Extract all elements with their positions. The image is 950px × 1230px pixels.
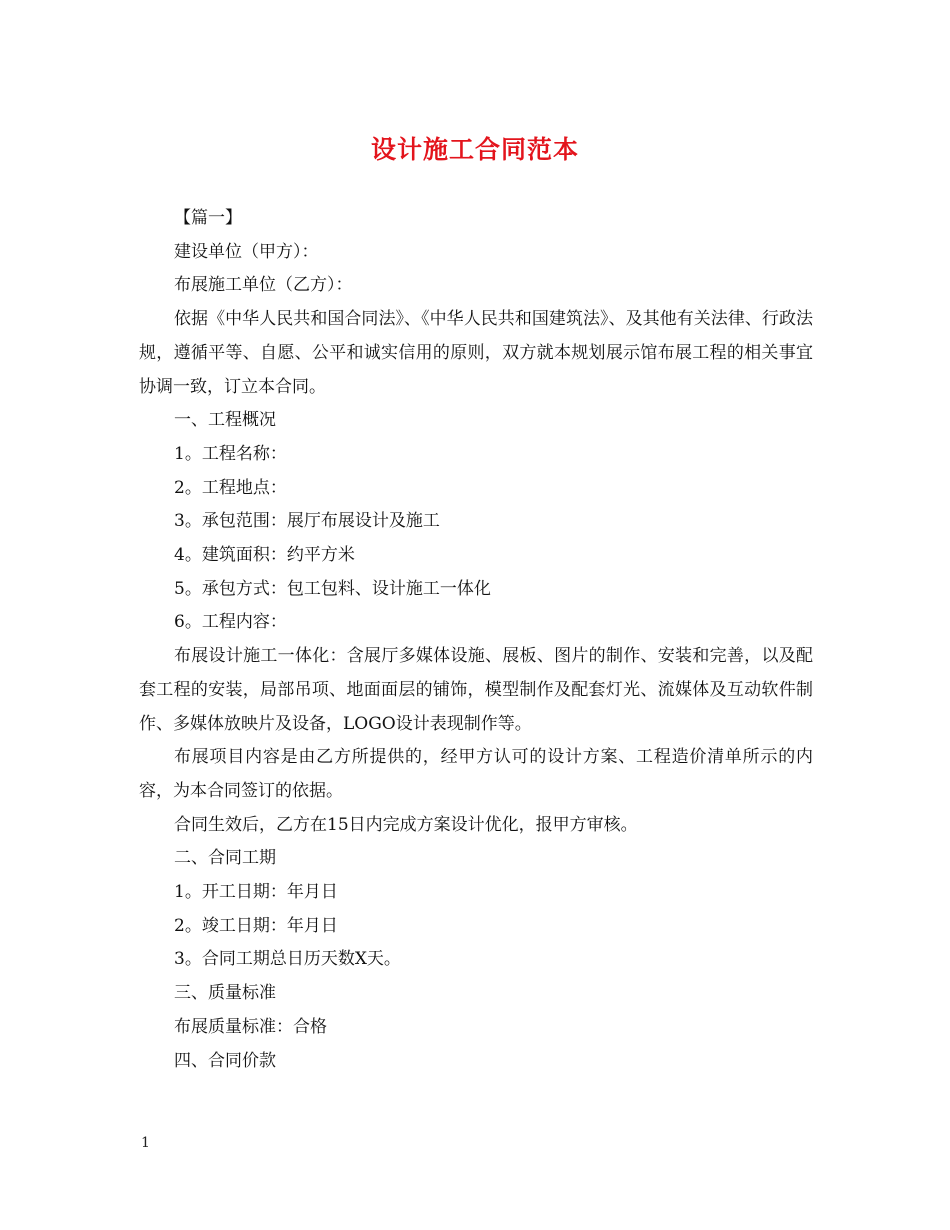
section-heading-project-overview: 一、工程概况 xyxy=(174,410,276,431)
project-location-item: 2。工程地点： xyxy=(174,477,287,498)
section-heading-quality-standard: 三、质量标准 xyxy=(174,983,276,1004)
contract-scope-item: 3。承包范围：展厅布展设计及施工 xyxy=(174,511,440,532)
project-name-item: 1。工程名称： xyxy=(174,443,287,464)
section-heading-contract-price: 四、合同价款 xyxy=(174,1050,276,1071)
section-heading-part-one: 【篇一】 xyxy=(174,208,242,228)
project-content-paragraph: 布展设计施工一体化：含展厅多媒体设施、展板、图片的制作、安装和完善，以及配套工程的安装，局部吊项、地面面层的铺饰，模型制作及配套灯光、流媒体及互动软件制作、多媒体放映片及设备，LOGO设计表现制作等。 xyxy=(139,646,813,734)
quality-standard-item: 布展质量标准：合格 xyxy=(174,1016,327,1037)
total-days-item: 3。合同工期总日历天数X天。 xyxy=(174,949,401,970)
document-title: 设计施工合同范本 xyxy=(370,135,579,164)
contract-basis-paragraph: 布展项目内容是由乙方所提供的，经甲方认可的设计方案、工程造价清单所示的内容，为本合同签订的依据。 xyxy=(139,747,813,801)
contract-method-item: 5。承包方式：包工包料、设计施工一体化 xyxy=(174,578,491,599)
preamble-paragraph: 依据《中华人民共和国合同法》、《中华人民共和国建筑法》、及其他有关法律、行政法规，遵循平等、自愿、公平和诚实信用的原则，双方就本规划展示馆布展工程的相关事宜协调一致，订立本合同。 xyxy=(139,309,813,397)
party-b-line: 布展施工单位（乙方）： xyxy=(174,275,353,296)
project-content-item: 6。工程内容： xyxy=(174,612,287,633)
building-area-item: 4。建筑面积：约平方米 xyxy=(174,545,355,566)
party-a-line: 建设单位（甲方）： xyxy=(174,241,319,262)
start-date-item: 1。开工日期：年月日 xyxy=(174,882,338,903)
design-optimization-paragraph: 合同生效后，乙方在15日内完成方案设计优化，报甲方审核。 xyxy=(174,814,638,835)
page-number: 1 xyxy=(141,1135,150,1151)
section-heading-contract-period: 二、合同工期 xyxy=(174,848,276,869)
completion-date-item: 2。竣工日期：年月日 xyxy=(174,915,338,936)
document-body xyxy=(139,202,813,1078)
